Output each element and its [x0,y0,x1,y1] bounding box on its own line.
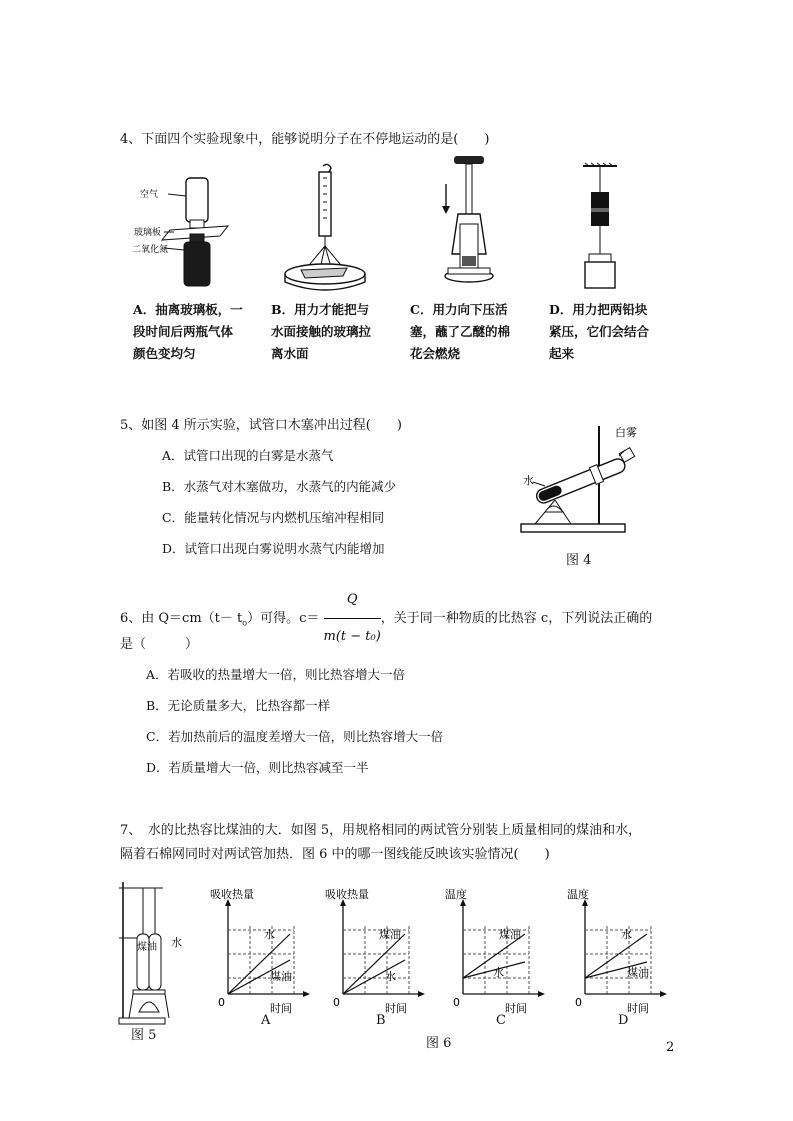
upper-line [228,934,290,994]
lower-line-label: 水 [493,966,504,979]
lower-line-label: 水 [385,970,396,983]
q7-stem-line2: 隔着石棉网同时对两试管加热．图 6 中的哪一图线能反映该实验情况( ) [120,847,550,862]
q4-figure-d-lead-blocks [575,162,625,292]
x-axis-arrow [303,991,310,997]
q5-figure-caption: 图 4 [566,553,592,568]
q4-figure-c-syringe [440,154,500,294]
q6-stem-line2: 是（ ） [120,637,199,652]
y-axis-label: 吸收热量 [325,888,369,901]
upper-line-label: 煤油 [379,928,401,941]
q4-stem: 4、下面四个实验现象中，能够说明分子在不停地运动的是( ) [120,132,490,147]
graph-c [443,886,553,1030]
q6-stem-line1: 6、由 $Q=cm(t- t_o)$可得。c＝ $\frac{Q}{\text{m(t − t₀)}}$ ，关于同一种物质的比热容 c，下列说法正确的 [120,583,652,654]
q5-label-water: 水 [523,474,534,487]
q6-formula-fraction: $\frac{Q}{\text{m(t − t₀)}}$ [324,583,381,654]
fig5-label-water: 水 [171,936,182,949]
y-axis-label: 温度 [445,888,467,901]
q6-option-d: D．若质量增大一倍，则比热容减至一半 [146,760,369,775]
origin-label: 0 [333,996,340,1009]
q5-option-d: D．试管口出现白雾说明水蒸气内能增加 [162,541,385,556]
q7-stem-line1: 7、 水的比热容比煤油的大．如图 5，用规格相同的两试管分别装上质量相同的煤油和水， [120,823,642,838]
x-axis-label: 时间 [505,1002,527,1015]
graph-a [208,886,318,1030]
q6-option-c: C．若加热前后的温度差增大一倍，则比热容增大一倍 [146,729,444,744]
q7-figure-5-apparatus [115,878,190,1028]
graph-d [565,886,675,1030]
graph-letter: A [261,1013,271,1028]
origin-label: 0 [453,996,460,1009]
q7-figure-5-caption: 图 5 [131,1028,157,1043]
y-axis-label: 吸收热量 [210,888,254,901]
q4-figure-b-spring-scale [283,162,373,292]
origin-label: 0 [218,996,225,1009]
upper-line-label: 煤油 [499,928,521,941]
graph-d-plot [565,886,675,1026]
q5-label-fog: 白雾 [615,426,637,439]
graph-a-plot [208,886,318,1026]
q6-option-b: B．无论质量多大，比热容都一样 [146,698,331,713]
x-axis-label: 时间 [385,1002,407,1015]
q4-label-no2: 二氧化氮 [132,245,169,255]
q4-option-c: C．用力向下压活 塞，蘸了乙醚的棉 花会燃烧 [410,302,511,361]
page-number: 2 [666,1040,675,1055]
upper-line [343,934,405,994]
graph-letter: C [496,1013,506,1028]
q5-figure-4-test-tube [515,420,650,536]
origin-label: 0 [575,996,582,1009]
upper-line-label: 水 [621,928,632,941]
y-axis-label: 温度 [567,888,589,901]
q4-figure-a-bottles [132,170,240,290]
upper-line-label: 水 [264,928,275,941]
lower-line-label: 煤油 [627,966,649,979]
q5-stem: 5、如图 4 所示实验，试管口木塞冲出过程( ) [120,418,402,433]
x-axis-label: 时间 [627,1002,649,1015]
graph-letter: D [618,1013,629,1028]
graph-b [323,886,433,1030]
x-axis-label: 时间 [270,1002,292,1015]
lower-line-label: 煤油 [270,970,292,983]
q5-option-c: C．能量转化情况与内燃机压缩冲程相同 [162,510,385,525]
q6-option-a: A．若吸收的热量增大一倍，则比热容增大一倍 [146,667,406,682]
q4-option-a: A．抽离玻璃板，一 段时间后两瓶气体 颜色变均匀 [133,302,243,361]
q4-label-glass: 玻璃板 [134,228,162,238]
q4-option-b: B．用力才能把与 水面接触的玻璃拉 离水面 [271,302,372,361]
q7-figure-6-caption: 图 6 [426,1036,452,1051]
graph-letter: B [376,1013,386,1028]
q5-option-b: B．水蒸气对木塞做功，水蒸气的内能减少 [162,479,397,494]
q4-label-air: 空气 [140,190,159,200]
x-axis-arrow [660,991,667,997]
q5-option-a: A．试管口出现的白雾是水蒸气 [162,448,334,463]
x-axis-arrow [418,991,425,997]
graph-b-plot [323,886,433,1026]
fig5-label-kerosene: 煤油 [137,942,157,953]
q4-option-d: D．用力把两铅块 紧压，它们会结合 起来 [549,302,650,361]
x-axis-arrow [538,991,545,997]
graph-c-plot [443,886,553,1026]
